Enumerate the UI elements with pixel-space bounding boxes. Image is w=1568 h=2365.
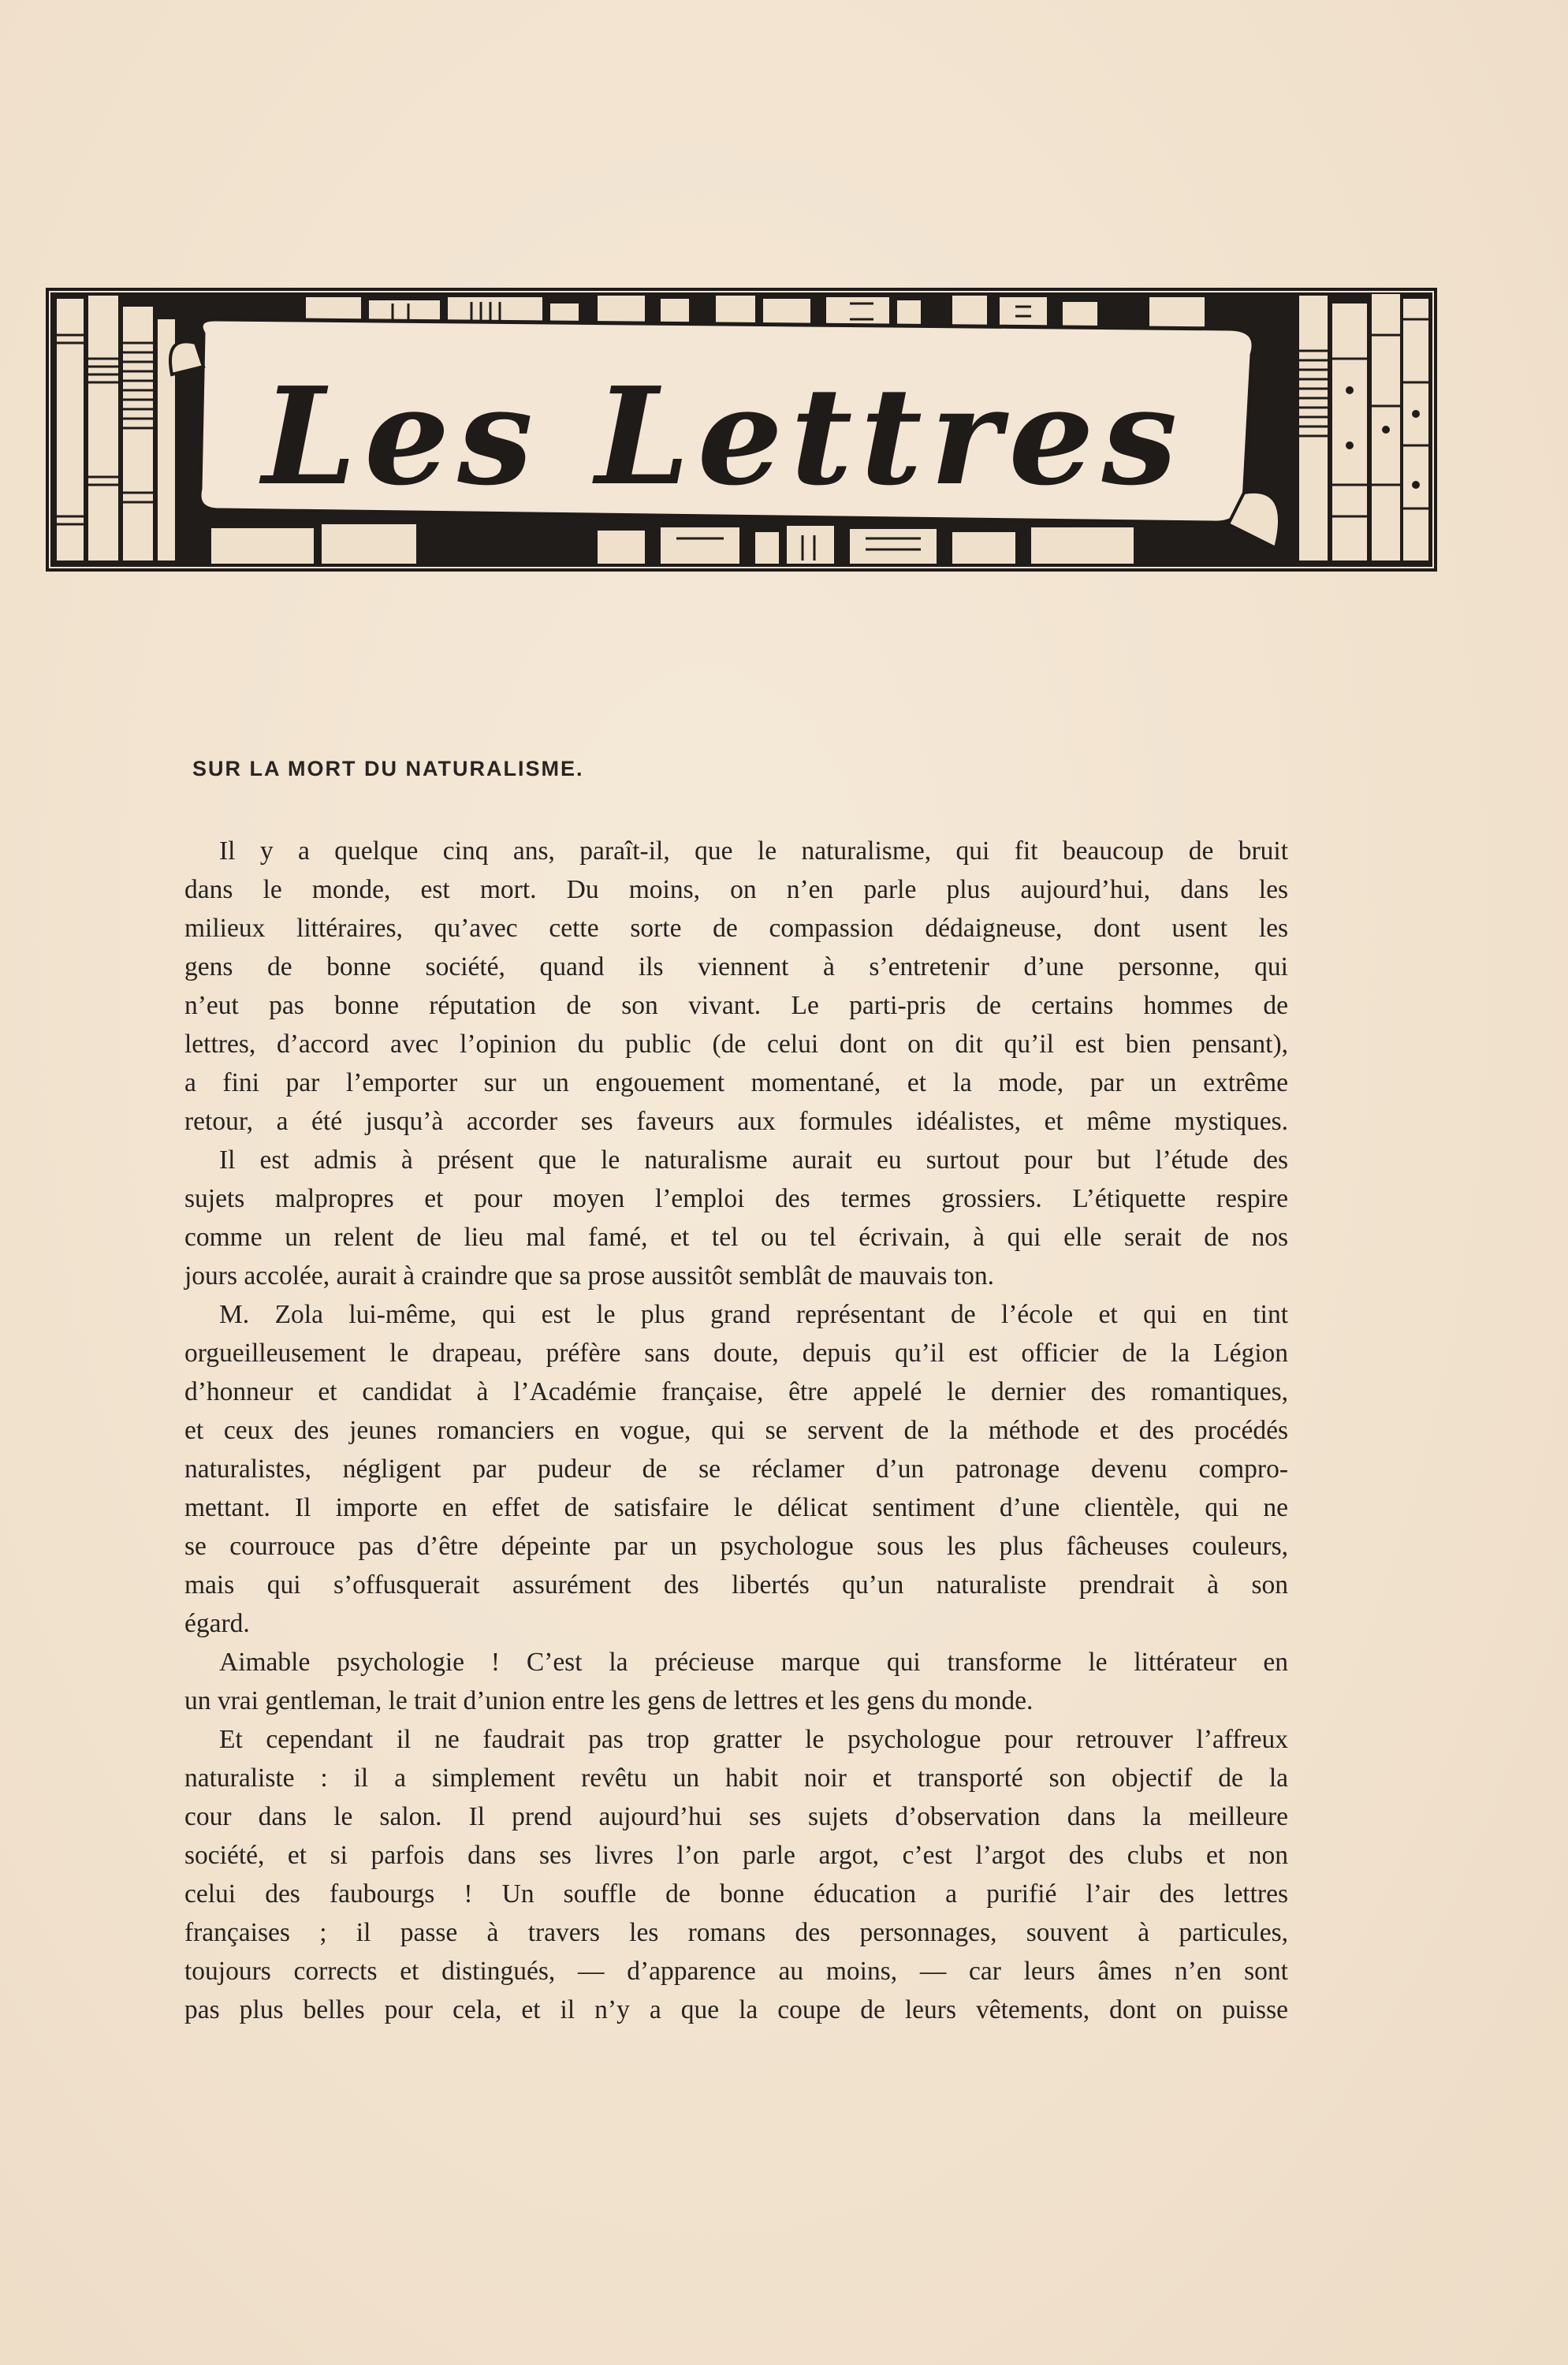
text-line: un vrai gentleman, le trait d’union entre les gens de lettres et les gens du monde.: [184, 1686, 1034, 1715]
text-line: celui des faubourgs ! Un souffle de bonne éducation a purifié l’air des lettres: [184, 1879, 1288, 1909]
header-banner: [46, 288, 1437, 572]
text-line: naturaliste : il a simplement revêtu un habit noir et transporté son objectif de la: [184, 1764, 1288, 1793]
text-line: jours accolée, aurait à craindre que sa prose aussitôt semblât de mauvais ton.: [184, 1261, 994, 1291]
text-line: M. Zola lui-même, qui est le plus grand représentant de l’école et qui en tint: [219, 1300, 1288, 1329]
text-line: société, et si parfois dans ses livres l’on parle argot, c’est l’argot des clubs et non: [184, 1841, 1288, 1870]
text-line: lettres, d’accord avec l’opinion du public (de celui dont on dit qu’il est bien pensant),: [184, 1030, 1288, 1059]
text-line: comme un relent de lieu mal famé, et tel ou tel écrivain, à qui elle serait de nos: [184, 1223, 1288, 1252]
banner-title: Les Lettres: [262, 358, 1186, 516]
text-line: mettant. Il importe en effet de satisfaire le délicat sentiment d’une clientèle, qui ne: [184, 1493, 1288, 1522]
text-line: a fini par l’emporter sur un engouement momentané, et la mode, par un extrême: [184, 1068, 1288, 1097]
text-line: pas plus belles pour cela, et il n’y a que la coupe de leurs vêtements, dont on puisse: [184, 1995, 1288, 2024]
text-line: orgueilleusement le drapeau, préfère sans doute, depuis qu’il est officier de la Légion: [184, 1339, 1288, 1368]
text-line: se courrouce pas d’être dépeinte par un psychologue sous les plus fâcheuses couleurs,: [184, 1532, 1288, 1561]
text-line: d’honneur et candidat à l’Académie française, être appelé le dernier des romantiques,: [184, 1377, 1288, 1406]
text-line: Et cependant il ne faudrait pas trop gratter le psychologue pour retrouver l’affreux: [219, 1725, 1288, 1754]
article-title: SUR LA MORT DU NATURALISME.: [192, 757, 584, 780]
text-line: mais qui s’offusquerait assurément des libertés qu’un naturaliste prendrait à son: [184, 1570, 1288, 1600]
text-line: retour, a été jusqu’à accorder ses faveurs aux formules idéalistes, et même mystiques.: [184, 1107, 1288, 1136]
text-line: sujets malpropres et pour moyen l’emploi des termes grossiers. L’étiquette respire: [184, 1184, 1288, 1213]
text-line: cour dans le salon. Il prend aujourd’hui ses sujets d’observation dans la meilleure: [184, 1802, 1288, 1831]
text-line: égard.: [184, 1609, 250, 1638]
bookshelf-banner-illustration: [46, 288, 1437, 572]
text-line: Il y a quelque cinq ans, paraît-il, que le naturalisme, qui fit beaucoup de bruit: [219, 836, 1288, 866]
text-line: dans le monde, est mort. Du moins, on n’en parle plus aujourd’hui, dans les: [184, 875, 1288, 904]
text-line: toujours corrects et distingués, — d’apparence au moins, — car leurs âmes n’en sont: [184, 1957, 1288, 1986]
text-line: Il est admis à présent que le naturalisme aurait eu surtout pour but l’étude des: [219, 1145, 1288, 1175]
text-line: Aimable psychologie ! C’est la précieuse marque qui transforme le littérateur en: [219, 1648, 1288, 1677]
text-line: françaises ; il passe à travers les romans des personnages, souvent à particules,: [184, 1918, 1288, 1947]
text-line: naturalistes, négligent par pudeur de se réclamer d’un patronage devenu compro-: [184, 1454, 1288, 1484]
text-line: gens de bonne société, quand ils viennent à s’entretenir d’une personne, qui: [184, 952, 1288, 981]
text-line: milieux littéraires, qu’avec cette sorte de compassion dédaigneuse, dont usent les: [184, 914, 1288, 943]
text-line: n’eut pas bonne réputation de son vivant. Le parti-pris de certains hommes de: [184, 991, 1288, 1020]
text-line: et ceux des jeunes romanciers en vogue, qui se servent de la méthode et des procédés: [184, 1416, 1288, 1445]
